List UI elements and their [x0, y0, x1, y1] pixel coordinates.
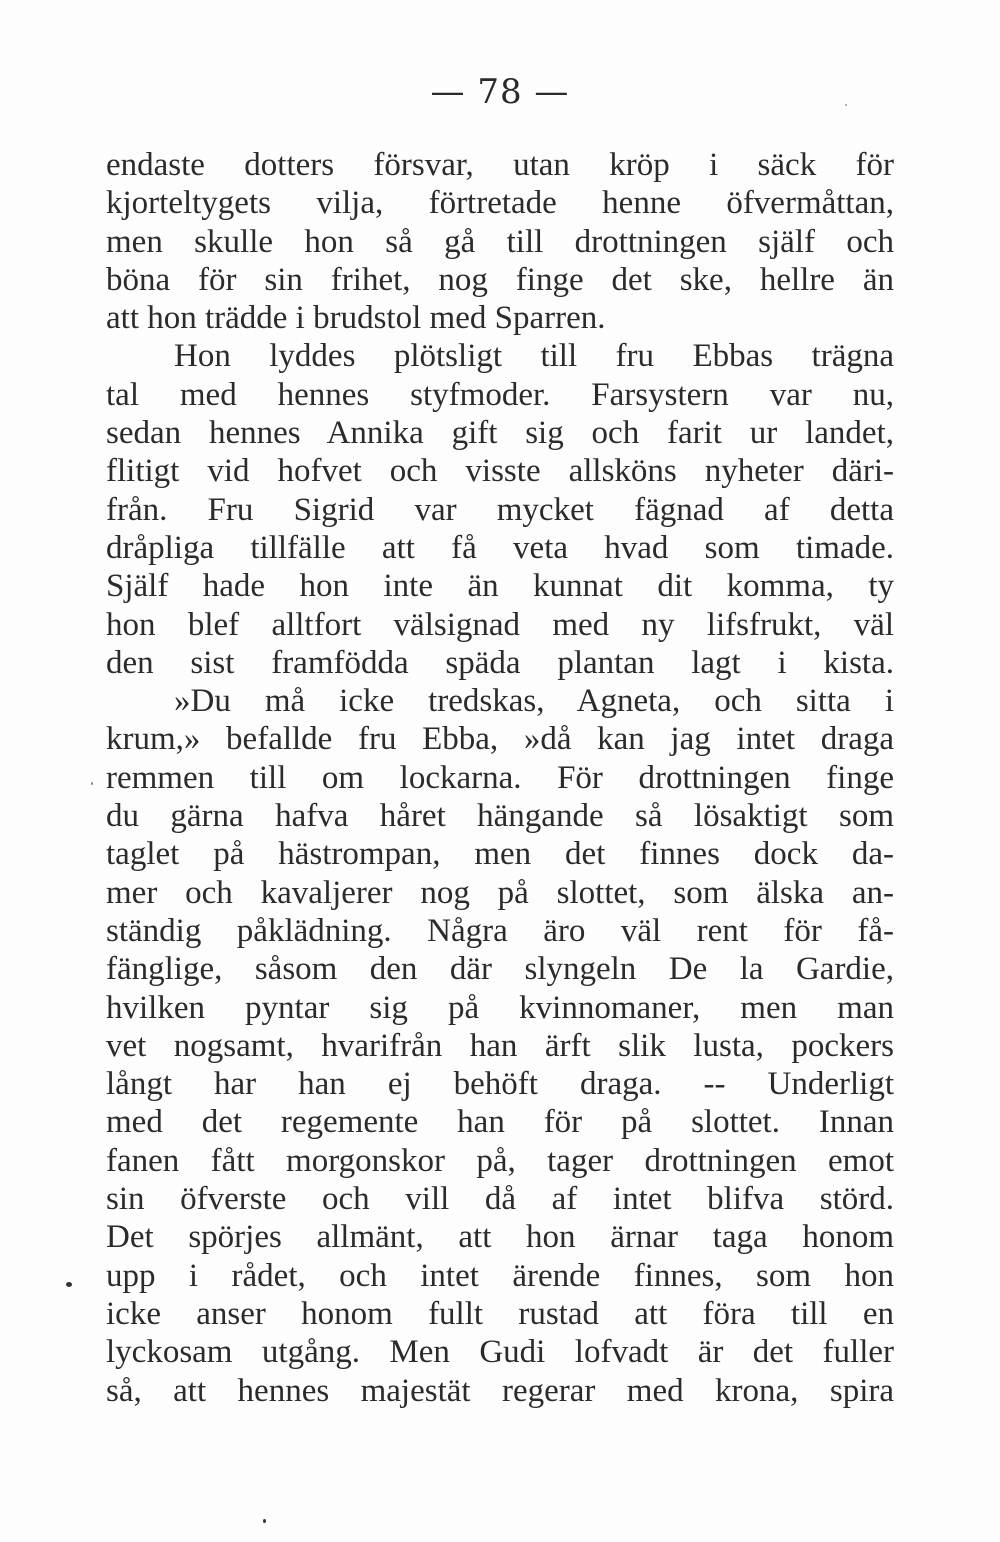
ink-speck [263, 1519, 266, 1523]
text-line: »Du må icke tredskas, Agneta, och sitta i [174, 683, 894, 720]
page-number: — 78 — [430, 72, 570, 112]
text-line: men skulle hon så gå till drottningen själf och [106, 223, 894, 260]
text-line: lyckosam utgång. Men Gudi lofvadt är det fuller [106, 1334, 894, 1371]
text-line: att hon trädde i brudstol med Sparren. [106, 300, 606, 337]
text-line: vet nogsamt, hvarifrån han ärft slik lusta, pockers [106, 1027, 894, 1064]
text-line: fänglige, såsom den där slyngeln De la Gardie, [106, 951, 894, 988]
text-line: den sist framfödda späda plantan lagt i kista. [106, 644, 894, 681]
text-line: remmen till om lockarna. För drottningen finge [106, 759, 894, 796]
ink-speck [845, 104, 847, 106]
text-line: tal med hennes styfmoder. Farsystern var nu, [106, 376, 894, 413]
text-line: hon blef alltfort välsignad med ny lifsfrukt, väl [106, 606, 894, 643]
body-text [106, 146, 894, 1410]
text-line: endaste dotters försvar, utan kröp i säck för [106, 147, 894, 183]
text-line: Hon lyddes plötsligt till fru Ebbas trägna [174, 338, 894, 375]
ink-speck [66, 1282, 72, 1287]
text-line: mer och kavaljerer nog på slottet, som älska an- [106, 874, 894, 911]
text-line: sedan hennes Annika gift sig och farit ur landet, [106, 415, 894, 452]
text-line: krum,» befallde fru Ebba, »då kan jag intet draga [106, 721, 894, 758]
text-line: Det spörjes allmänt, att hon ärnar taga honom [106, 1219, 894, 1256]
text-line: så, att hennes majestät regerar med krona, spira [106, 1372, 894, 1409]
text-line: långt har han ej behöft draga. -- Underligt [106, 1066, 894, 1103]
text-line: fanen fått morgonskor på, tager drottningen emot [106, 1142, 894, 1179]
ink-speck [91, 782, 93, 785]
text-line: upp i rådet, och intet ärende finnes, som hon [106, 1257, 894, 1294]
text-line: flitigt vid hofvet och visste allsköns nyheter däri- [106, 453, 894, 490]
text-line: med det regemente han för på slottet. Innan [106, 1104, 894, 1141]
text-line: taglet på hästrompan, men det finnes dock da- [106, 836, 894, 873]
text-line: böna för sin frihet, nog finge det ske, hellre än [106, 261, 894, 298]
text-line: dråpliga tillfälle att få veta hvad som timade. [106, 529, 894, 566]
text-line: icke anser honom fullt rustad att föra till en [106, 1295, 894, 1332]
text-line: från. Fru Sigrid var mycket fägnad af detta [106, 491, 894, 528]
text-line: ständig påklädning. Några äro väl rent för få- [106, 912, 894, 949]
text-line: hvilken pyntar sig på kvinnomaner, men man [106, 989, 894, 1026]
text-line: kjorteltygets vilja, förtretade henne öfvermåttan, [106, 185, 894, 222]
text-line: du gärna hafva håret hängande så lösaktigt som [106, 798, 894, 835]
text-line: sin öfverste och vill då af intet blifva störd. [106, 1181, 894, 1218]
text-line: Själf hade hon inte än kunnat dit komma, ty [106, 568, 894, 605]
